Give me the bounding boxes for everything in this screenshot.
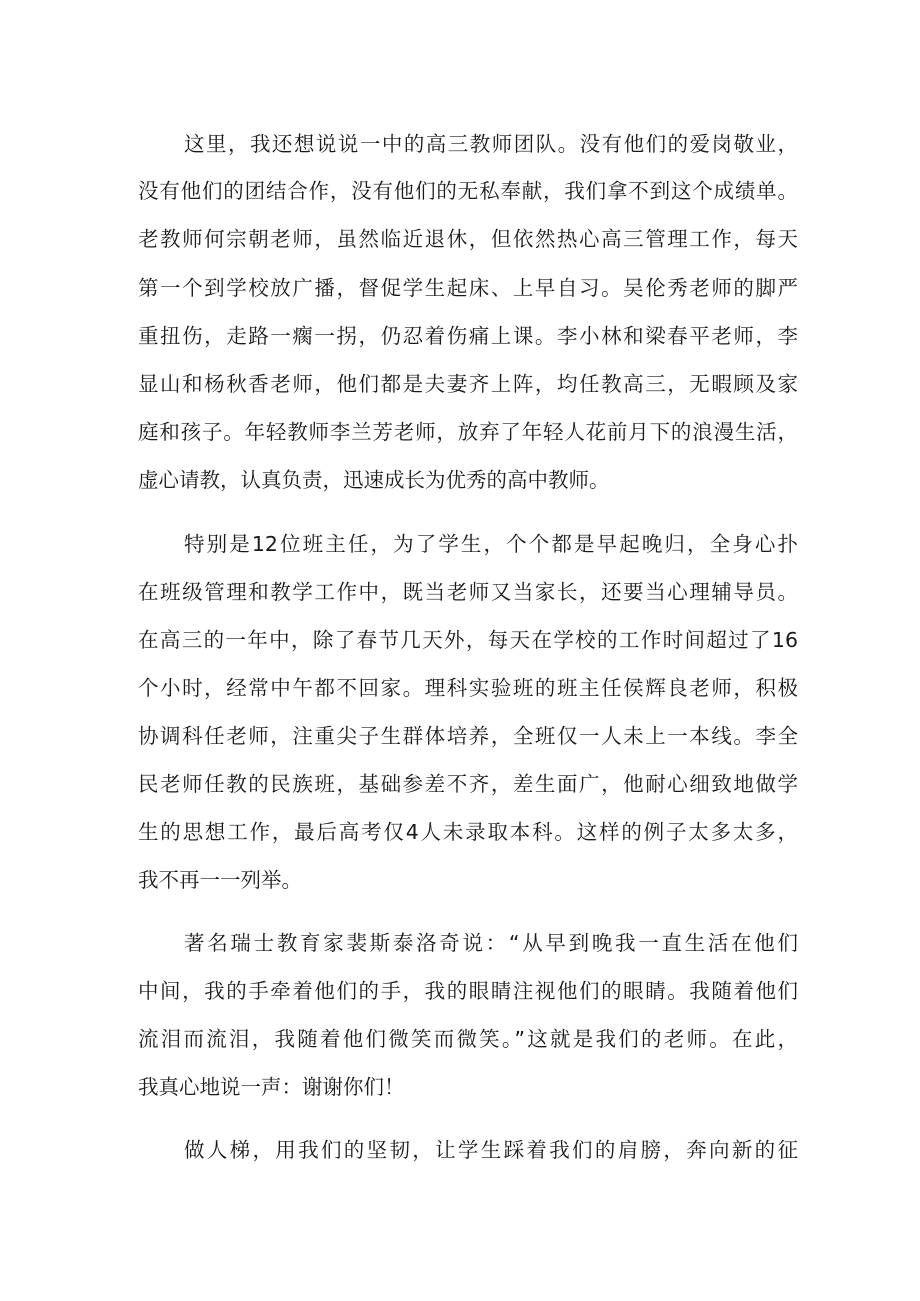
paragraph-line: 流泪而流泪，我随着他们微笑而微笑。”这就是我们的老师。在此， bbox=[138, 1027, 798, 1051]
paragraph-line: 中间，我的手牵着他们的手，我的眼睛注视他们的眼睛。我随着他们 bbox=[138, 979, 798, 1003]
paragraph-line: 在高三的一年中，除了春节几天外，每天在学校的工作时间超过了16 bbox=[138, 628, 798, 652]
paragraph-line: 著名瑞士教育家裴斯泰洛奇说：“从早到晚我一直生活在他们 bbox=[184, 931, 798, 955]
paragraph-line: 没有他们的团结合作，没有他们的无私奉献，我们拿不到这个成绩单。 bbox=[138, 179, 798, 203]
paragraph-line: 显山和杨秋香老师，他们都是夫妻齐上阵，均任教高三，无暇顾及家 bbox=[138, 372, 798, 396]
paragraph-line: 生的思想工作，最后高考仅4人未录取本科。这样的例子太多太多， bbox=[138, 820, 798, 844]
paragraph-line: 庭和孩子。年轻教师李兰芳老师，放弃了年轻人花前月下的浪漫生活， bbox=[138, 420, 798, 444]
paragraph-line: 特别是12位班主任，为了学生，个个都是早起晚归，全身心扑 bbox=[184, 532, 798, 556]
paragraph-line: 我真心地说一声：谢谢你们！ bbox=[138, 1075, 405, 1099]
paragraph-line: 第一个到学校放广播，督促学生起床、上早自习。吴伦秀老师的脚严 bbox=[138, 276, 798, 300]
paragraph-line: 我不再一一列举。 bbox=[138, 868, 302, 892]
paragraph-line: 个小时，经常中午都不回家。理科实验班的班主任侯辉良老师，积极 bbox=[138, 676, 798, 700]
paragraph-line: 虚心请教，认真负责，迅速成长为优秀的高中教师。 bbox=[138, 468, 610, 492]
paragraph-line: 协调科任老师，注重尖子生群体培养，全班仅一人未上一本线。李全 bbox=[138, 724, 798, 748]
paragraph-line: 做人梯，用我们的坚韧，让学生踩着我们的肩膀，奔向新的征 bbox=[184, 1138, 798, 1162]
paragraph-line: 民老师任教的民族班，基础参差不齐，差生面广，他耐心细致地做学 bbox=[138, 772, 798, 796]
paragraph-line: 在班级管理和教学工作中，既当老师又当家长，还要当心理辅导员。 bbox=[138, 580, 798, 604]
paragraph-line: 重扭伤，走路一瘸一拐，仍忍着伤痛上课。李小林和梁春平老师，李 bbox=[138, 324, 798, 348]
paragraph-line: 老教师何宗朝老师，虽然临近退休，但依然热心高三管理工作，每天 bbox=[138, 227, 798, 251]
paragraph-line: 这里，我还想说说一中的高三教师团队。没有他们的爱岗敬业， bbox=[184, 132, 798, 156]
